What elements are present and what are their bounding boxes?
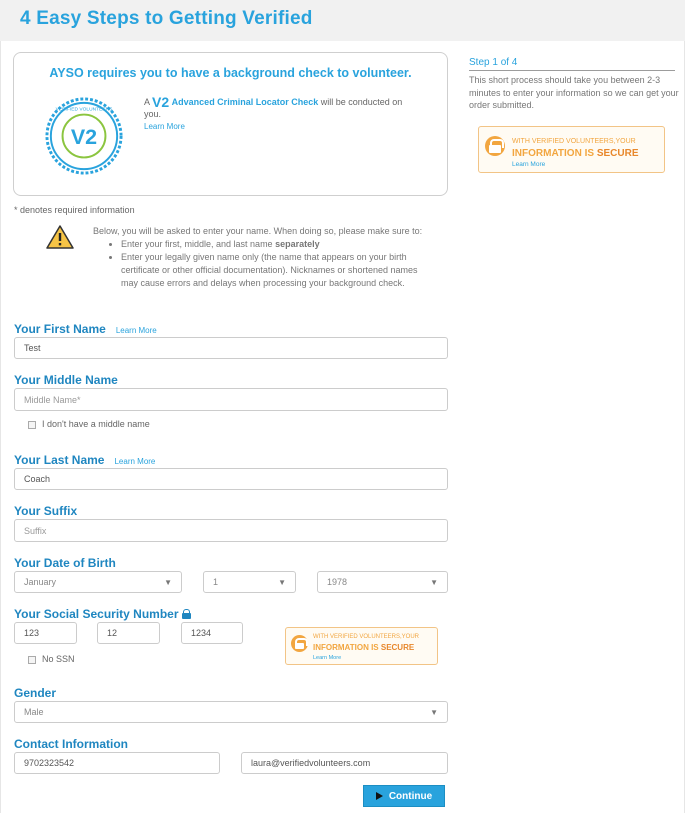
v2-logo: V2 <box>152 94 170 110</box>
ssn-part3-input[interactable]: 1234 <box>181 622 243 644</box>
continue-label: Continue <box>388 790 433 802</box>
dob-year-select[interactable]: 1978 ▼ <box>317 571 448 593</box>
middle-name-input[interactable]: Middle Name* <box>14 388 448 411</box>
phone-input[interactable]: 9702323542 <box>14 752 220 774</box>
verified-volunteers-badge-icon <box>45 97 123 175</box>
no-middle-name-label: I don't have a middle name <box>42 419 150 429</box>
suffix-input[interactable]: Suffix <box>14 519 448 542</box>
ssn-label: Your Social Security Number <box>14 607 191 621</box>
dob-label: Your Date of Birth <box>14 556 116 570</box>
secure-learn-more-link[interactable]: Learn More <box>313 655 342 661</box>
instructions-intro: Below, you will be asked to enter your name. When doing so, please make sure to: <box>93 226 423 236</box>
no-ssn-label: No SSN <box>42 654 75 664</box>
first-name-input[interactable]: Test <box>14 337 448 359</box>
secure-line1: WITH VERIFIED VOLUNTEERS,YOUR <box>313 634 420 640</box>
no-ssn-checkbox[interactable] <box>28 656 36 664</box>
chevron-down-icon: ▼ <box>430 577 438 587</box>
page-header <box>0 0 685 41</box>
lock-icon <box>485 136 505 156</box>
middle-name-label: Your Middle Name <box>14 373 118 387</box>
ssn-part2-input[interactable]: 12 <box>97 622 160 644</box>
no-middle-name-checkbox[interactable] <box>28 421 36 429</box>
gender-select[interactable]: Male ▼ <box>14 701 448 723</box>
warning-icon <box>46 225 74 249</box>
contact-label: Contact Information <box>14 737 128 751</box>
secure-line2: INFORMATION IS SECURE <box>313 643 415 652</box>
last-name-label: Your Last Name Learn More <box>14 453 156 467</box>
first-name-learn-more-link[interactable]: Learn More <box>115 326 157 335</box>
page-title: 4 Easy Steps to Getting Verified <box>20 8 313 29</box>
play-icon <box>376 792 383 800</box>
last-name-learn-more-link[interactable]: Learn More <box>114 457 156 466</box>
chevron-down-icon: ▼ <box>164 577 172 587</box>
check-suffix: will be conducted on you. <box>144 97 403 119</box>
instruction-item: • Enter your legally given name only (the name that appears on your birth certificate or other official documentation). Nicknames or shortened names may cause errors and delays when processing your background check. <box>121 251 423 290</box>
secure-line1: WITH VERIFIED VOLUNTEERS,YOUR <box>512 138 636 145</box>
badge-letters: V2 <box>70 124 98 149</box>
secure-info-banner-small[interactable] <box>285 627 438 665</box>
required-note: * denotes required information <box>14 205 135 215</box>
continue-button[interactable] <box>363 785 445 807</box>
name-instructions <box>93 225 423 290</box>
info-learn-more-link[interactable]: Learn More <box>144 122 185 131</box>
lock-icon <box>291 635 308 652</box>
step-description: This short process should take you between 2-3 minutes to enter your information so we can get your order submitted. <box>469 75 679 110</box>
step-indicator: Step 1 of 4 <box>469 57 675 71</box>
secure-line2: INFORMATION IS SECURE <box>512 148 639 159</box>
chevron-down-icon: ▼ <box>430 707 438 717</box>
instruction-item: • Enter your first, middle, and last name separately <box>121 238 423 251</box>
check-name: Advanced Criminal Locator Check <box>171 97 319 107</box>
badge-ring-text: VERIFIED VOLUNTEERS <box>55 107 113 113</box>
check-prefix: A <box>144 97 150 107</box>
last-name-input[interactable]: Coach <box>14 468 448 490</box>
check-description <box>144 96 409 133</box>
chevron-down-icon: ▼ <box>278 577 286 587</box>
gender-label: Gender <box>14 686 57 700</box>
dob-day-select[interactable]: 1 ▼ <box>203 571 296 593</box>
lock-icon <box>182 609 191 619</box>
info-title: AYSO requires you to have a background check to volunteer. <box>49 66 412 80</box>
secure-learn-more-link[interactable]: Learn More <box>512 161 546 168</box>
ssn-part1-input[interactable]: 123 <box>14 622 77 644</box>
suffix-label: Your Suffix <box>14 504 78 518</box>
dob-month-select[interactable]: January ▼ <box>14 571 182 593</box>
secure-info-banner[interactable] <box>478 126 665 173</box>
first-name-label: Your First Name Learn More <box>14 322 157 336</box>
email-input[interactable]: laura@verifiedvolunteers.com <box>241 752 448 774</box>
